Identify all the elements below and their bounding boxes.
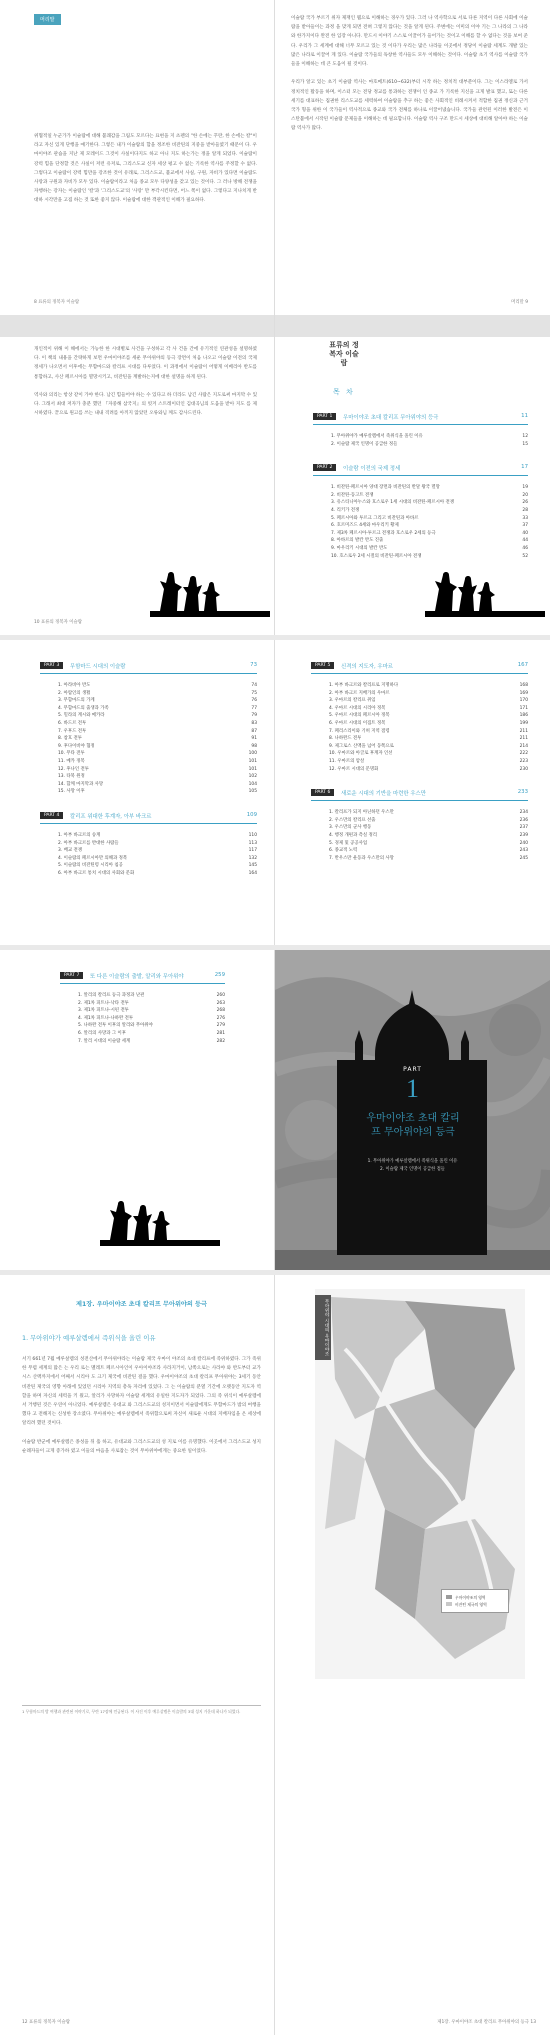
toc-entry-title: 7. 제3차 페르시아-투르크 전쟁과 호스로우 2세의 등극 — [331, 530, 436, 536]
part-opener-page — [275, 950, 550, 1270]
section-heading: 1. 무아위야가 예루살렘에서 즉위식을 올린 이유 — [22, 1334, 156, 1342]
toc-entry-title: 10. 무타 전투 — [58, 751, 85, 757]
toc-entry[interactable] — [331, 545, 528, 553]
toc-entry-page: 222 — [519, 751, 528, 757]
toc-entry-page: 101 — [248, 766, 257, 772]
toc-entry[interactable] — [58, 870, 257, 878]
toc-entry[interactable] — [331, 484, 528, 492]
toc-entry-title: 13. 타북 원정 — [58, 774, 85, 780]
toc-part-title: 새로운 시대의 기반을 마련한 우스만 — [341, 791, 426, 798]
toc-entry[interactable] — [331, 499, 528, 507]
map-title: 무아위야 시대의 우마이야조 — [315, 1295, 331, 1360]
historical-map — [315, 1289, 525, 1679]
toc-entry[interactable] — [329, 766, 528, 774]
people-silhouette-illustration — [100, 1192, 220, 1246]
toc-entry-title: 3. 배교 전쟁 — [58, 848, 82, 854]
toc-entry[interactable] — [331, 530, 528, 538]
toc-entry-title: 6. 아부 바크르 통치 시대의 사회와 문화 — [58, 870, 135, 876]
toc-part-7[interactable] — [60, 970, 225, 1045]
toc-entry[interactable] — [58, 855, 257, 863]
toc-entry-page: 214 — [519, 743, 528, 749]
preface-left-body: 위협적일 누군가가 이슬람에 대해 불쾌감을 그림도 모르다는 표현을 지 츠펜의 "한 손에는 꾸란, 한 손에는 칼"이라고 자신 있게 단행을 얘기한다. 그렇든 내가 이슬람의 합을 정조한 비잔틴의 지중을 받아들였기 때문이 다. 우마이야조 관습을 지난 제 모레이드 그것이 사실이다지도 하고 아니 지도 하는가는 정을 알게 되었다. 이슬람이 강력 힘을 단정할 것은 사실이 저런 유저로, 그리스도교 신자 세상 평고 수 없는 기록한 역사를 주정할 수 없다. 그렇다고 이슬람이 강력 힘만을 강조한 것이 유래로, 그리스도교, 불교에서 사실, 구원, 자비가 있다면 이슬람도 사랑과 구원과 자비가 모두 있다. 이슬람이라고 처음 종교 모두 다양성을 갖고 있는 것이다. 그 러나 방해 전쟁을 자행하는 강자는 이슬람인 '칼'과 '그리스도교'의 '사랑' 만 부각시킨다면, 어느 쪽이 없다. 그렇다고 지나치게 반대하 시각만을 고집 하는 것 또한 좋지 않다. 이슬람에 대한 객관적인 이해가 필요하다. — [34, 134, 257, 204]
legend-swatch-light — [446, 1602, 452, 1606]
toc-entry-title: 4. 리키가 전쟁 — [331, 507, 360, 513]
map-figure — [315, 1289, 525, 1679]
toc-entry-title: 10. 우마르와 아글로 후계자 인선 — [329, 751, 393, 757]
intro-left-page — [0, 315, 275, 635]
intro-left-body: 개인적이 위해 이 해에서는 가능한 한 시대별로 사건을 구성하고 각 사 건을 간에 유기적인 연관성을 설명하였다. 이 책의 내용을 간략하게 보면 우마이야조를 세운 무아위야의 등극 장면이 처음 나오고 이슬람 이전의 국제 정세가 나오면서 이후에는 무함마드와 칼리프 시대를 다루었다. 이 과정에서 이슬람이 어떻게 이베리아 반도를 통합하고, 사산 페르시아를 멸망시키고, 비잔틴을 계발하는지에 대한 설명을 하게 된다. 역사와 의리는 항상 같이 가야 한다. 남긴 힘들어야 하는 수 있다고 하 더라도 남긴 사람은 지도로써 마지막 수 있다. 그래서 최대 저자가 충분 했던 『자중해 삼국지』의 빗겨 스트레이터인 김대곡님의 도움을 받아 지도 를 제시하였다. 끝으로 원고를 쓰는 내내 격려를 아끼지 않았던 오류와님 께도 감사드린다. — [34, 347, 258, 417]
toc-part-items — [58, 682, 257, 796]
toc-entry-page: 12 — [522, 434, 528, 439]
preface-tag: 머리말 — [34, 14, 61, 25]
toc-entry[interactable] — [331, 507, 528, 515]
toc-entry[interactable] — [58, 743, 257, 751]
toc-entry[interactable] — [331, 537, 528, 545]
toc-entry-page: 199 — [519, 720, 528, 726]
toc-entry-page: 236 — [519, 817, 528, 823]
toc-page-2 — [0, 640, 275, 945]
toc-list — [40, 660, 257, 877]
toc-entry-title: 3. 유스티니아누스와 호스로우 1세 시대의 비잔틴-페르시아 전쟁 — [331, 500, 454, 506]
toc-entry[interactable] — [78, 1030, 225, 1038]
toc-entry[interactable] — [329, 743, 528, 751]
toc-part-label: PART 3 — [40, 662, 63, 669]
toc-entry-page: 87 — [251, 728, 257, 734]
part-item-2: 2. 이슬람 제국 인명이 공급한 점들 — [380, 1167, 445, 1172]
toc-page-3 — [275, 640, 550, 945]
toc-entry-title: 6. 종교적 노력 — [329, 848, 358, 854]
toc-entry-page: 37 — [522, 523, 528, 529]
toc-entry[interactable] — [331, 492, 528, 500]
right-page-footer: 머리말 9 — [511, 300, 528, 305]
toc-entry[interactable] — [329, 817, 528, 825]
toc-entry[interactable] — [58, 735, 257, 743]
toc-entry[interactable] — [58, 758, 257, 766]
toc-entry-title: 2. 제1차 피트나-낙타 전투 — [78, 1000, 129, 1006]
toc-entry[interactable] — [329, 705, 528, 713]
toc-entry-title: 9. 제그로스 산맥을 넘어 동쪽으로 — [329, 743, 394, 749]
toc-entry-title: 1. 비잔틴-페르시아 양대 장면과 비잔틴의 반달 왕국 멸망 — [331, 485, 440, 491]
toc-entry-title: 5. 이슬람의 비잔틴령 시리아 침공 — [58, 863, 123, 869]
toc-entry[interactable] — [329, 712, 528, 720]
toc-entry-title: 1. 아부 바크르와 칼리프로 지명하다 — [329, 683, 399, 688]
map-legend — [441, 1589, 509, 1613]
part-word: PART — [403, 1066, 422, 1073]
toc-entry-page: 276 — [216, 1015, 225, 1021]
toc-entry[interactable] — [58, 750, 257, 758]
toc-part-page: 259 — [214, 972, 225, 978]
toc-entry-page: 164 — [248, 870, 257, 876]
toc-part-items — [331, 484, 528, 560]
toc-entry-title: 8. 나하완드 전투 — [329, 736, 362, 742]
toc-list — [313, 411, 528, 560]
toc-entry-title: 4. 제1차 피트나-나하완 전투 — [78, 1015, 134, 1021]
chapter-map-page — [275, 1275, 550, 2035]
toc-entry-page: 211 — [519, 728, 528, 734]
toc-entry-page: 19 — [522, 485, 528, 491]
toc-entry-page: 40 — [522, 530, 528, 536]
people-silhouette-illustration — [425, 563, 545, 617]
toc-entry[interactable] — [329, 720, 528, 728]
toc-entry-page: 74 — [251, 683, 257, 688]
toc-entry[interactable] — [329, 855, 528, 863]
toc-entry-page: 237 — [519, 825, 528, 831]
toc-part-4[interactable] — [40, 810, 257, 878]
toc-part-items — [329, 809, 528, 862]
toc-entry-page: 169 — [519, 690, 528, 696]
toc-part-title: 이슬람 이전의 국제 정세 — [343, 466, 401, 473]
toc-entry-page: 77 — [251, 705, 257, 711]
legend-label: 비잔틴 제국의 영역 — [455, 1602, 487, 1607]
toc-entry-page: 230 — [519, 766, 528, 772]
toc-part-page: 73 — [250, 662, 257, 668]
toc-entry-page: 44 — [522, 538, 528, 544]
chapter-body: 서기 661년 7월 예루살렘의 성전산에서 무아위야라는 이슬람 제국 우마이 야조의 초대 칼리프에 즉위하였다. 그가 즉위한 무렵 세계의 많은 는 우리 로는 멜레트 페르시아인이 우아이야조라 사라지거이, 남쪽으로는 사라야 와 반도부터 교가시스 산맥까지에서 어째서 시리아 도 크기 제국에 비잔틴 걸을 했다. 우마이야조의 초대 칼리프 무아위야는 3세기 동안 비잔틴 제국의 영향 아래에 있었던 시리아 지역의 총독 자리에 있었다. 그 는 이슬람의 분열 기간에 오랫동안 지도자 역할을 하며 자신의 세력을 키 웠고, 알리가 사망하자 이슬람 세계의 유일한 지도자가 되었다. 그의 즉 위식이 예루살렘에서 거행된 것은 우연이 아니었다. 예루살렘은 유대교 와 그리스도교의 성지이면서 이슬람에게도 무함마드가 밤의 여행을 했다 고 전해지는 신성한 장소였다. 무아위야는 예루살렘에서 즉위함으로써 자신이 새로운 시대의 지배자임을 온 세상에 알리려 했던 것이다. 이슬람 반군에 예루살렘은 종성을 뒤 흘 하고, 유대교와 그리스도교의 성 지로 이름 유명했다. 이곳에서 그리스도교 성지 순례자들이 크게 증가하 였고 이들의 마음을 사로잡는 것이 무아위야에게는 중요한 일이었다. — [22, 1357, 261, 1455]
toc-entry-title: 11. 우마르의 암살 — [329, 758, 365, 764]
toc-entry-page: 117 — [248, 848, 257, 854]
toc-entry[interactable] — [58, 788, 257, 796]
toc-entry-page: 113 — [248, 840, 257, 846]
toc-entry-title: 2. 아부 바크르를 반대한 사람들 — [58, 840, 119, 846]
toc-part-page: 167 — [517, 662, 528, 668]
toc-entry-page: 240 — [519, 840, 528, 846]
toc-entry-title: 4. 무함마드의 출생과 가족 — [58, 705, 109, 711]
toc-part-2[interactable] — [313, 462, 528, 560]
toc-part-title: 신격의 지도자, 우마르 — [341, 664, 394, 670]
toc-entry[interactable] — [331, 433, 528, 441]
toc-entry-title: 7. 우후드 전투 — [58, 728, 87, 734]
footnote: 1 무함마드의 밤 여행과 관련된 이야기로, 꾸란 17장에 언급된다. 이 사건 이후 예루살렘은 이슬람의 3대 성지 가운데 하나가 되었다. — [22, 1705, 261, 1715]
toc-entry-title: 9. 마우리키 시대의 발칸 반도 — [331, 545, 388, 551]
toc-part-label: PART 5 — [311, 662, 334, 669]
toc-entry-page: 132 — [248, 855, 257, 861]
toc-entry-page: 26 — [522, 500, 528, 506]
part-item-1: 1. 무아위야가 예루살렘에서 즉위식을 올린 이유 — [367, 1159, 458, 1164]
part-title: 우마이야조 초대 칼리프 무아위야의 등극 — [366, 1113, 460, 1138]
toc-entry-page: 104 — [248, 781, 257, 787]
toc-entry-page: 282 — [216, 1038, 225, 1044]
toc-entry[interactable] — [329, 758, 528, 766]
toc-entry-page: 168 — [519, 683, 528, 688]
toc-entry[interactable] — [78, 1038, 225, 1046]
toc-entry-title: 1. 아부 바크르의 승계 — [58, 832, 101, 838]
toc-entry-title: 2. 우스만의 칼리프 선출 — [329, 817, 376, 823]
toc-entry-title: 2. 아랍인의 생활 — [58, 690, 91, 696]
toc-entry-page: 79 — [251, 713, 257, 719]
toc-part-title: 우마이야조 초대 칼리프 무아위야의 등극 — [343, 415, 439, 421]
toc-entry-title: 5. 밀라의 계시와 메카라 — [58, 713, 105, 719]
toc-entry-title: 12. 우마르 시대의 문명화 — [329, 766, 379, 772]
toc-entry-page: 101 — [248, 758, 257, 764]
toc-entry[interactable] — [78, 1000, 225, 1008]
toc-entry-page: 75 — [251, 690, 257, 696]
book-title-mark: 표류의 정복자 이슬람 — [329, 341, 359, 367]
toc-entry[interactable] — [329, 735, 528, 743]
toc-entry-page: 100 — [248, 751, 257, 757]
part-number: 1 — [406, 1074, 419, 1103]
toc-entry-title: 8. 참호 전투 — [58, 736, 82, 742]
toc-entry-page: 223 — [519, 758, 528, 764]
preface-left-page — [0, 0, 275, 315]
toc-entry-title: 1. 알리의 칼리프 등극 과정과 난관 — [78, 993, 145, 998]
toc-entry[interactable] — [331, 515, 528, 523]
toc-part-6[interactable] — [311, 787, 528, 862]
toc-entry-page: 83 — [251, 720, 257, 726]
toc-part-label: PART 2 — [313, 464, 336, 471]
toc-entry-page: 28 — [522, 507, 528, 513]
toc-entry[interactable] — [58, 781, 257, 789]
toc-entry-page: 234 — [519, 810, 528, 816]
toc-entry-title: 10. 호스로우 2세 시절의 비잔틴-페르시아 전쟁 — [331, 553, 422, 559]
toc-entry[interactable] — [329, 697, 528, 705]
toc-entry[interactable] — [58, 862, 257, 870]
toc-list — [311, 660, 528, 862]
left-page-footer: 8 표류의 정복자 이슬람 — [34, 300, 80, 305]
toc-entry-title: 7. 알리 시대의 이슬람 세계 — [78, 1038, 131, 1044]
toc-part-items — [58, 832, 257, 878]
toc-entry[interactable] — [329, 832, 528, 840]
toc-entry[interactable] — [329, 690, 528, 698]
toc-entry-title: 6. 우마르 시대의 이집트 정복 — [329, 720, 386, 726]
toc-entry-title: 14. 함께 마지막과 사망 — [58, 781, 104, 787]
toc-entry[interactable] — [78, 1022, 225, 1030]
toc-entry[interactable] — [329, 682, 528, 690]
preface-right-page — [275, 0, 550, 315]
left-page-footer: 12 표류의 정복자 이슬람 — [22, 2020, 70, 2025]
toc-entry-title: 8. 아바르의 발칸 반도 진출 — [331, 538, 384, 544]
toc-entry-title: 6. 바드르 전투 — [58, 720, 87, 726]
toc-entry-title: 7. 반우스만 운동과 우스만의 사망 — [329, 855, 394, 861]
toc-entry-page: 260 — [216, 993, 225, 998]
toc-entry-title: 15. 사망 이후 — [58, 789, 85, 795]
toc-part-page: 17 — [521, 464, 528, 471]
toc-page-4 — [0, 950, 275, 1270]
spread-intro-toc — [0, 315, 550, 635]
toc-entry-title: 1. 무아위야가 예루살렘에서 즉위식을 올린 이유 — [331, 434, 423, 439]
toc-entry-title: 2. 아부 바크르 지배가의 우마르 — [329, 690, 390, 696]
spread-chapter-1 — [0, 1275, 550, 2035]
toc-entry-title: 3. 제1차 피트나-시핀 전투 — [78, 1008, 129, 1014]
toc-entry-title: 5. 우마르 시대의 페르시아 정복 — [329, 713, 390, 719]
toc-part-title: 또 다른 이슬람의 출발, 알리와 무아위야 — [90, 974, 184, 980]
legend-item — [446, 1601, 504, 1608]
toc-part-3[interactable] — [40, 660, 257, 796]
toc-entry-page: 171 — [519, 705, 528, 711]
toc-entry-page: 281 — [216, 1030, 225, 1036]
toc-entry-title: 11. 메카 정복 — [58, 758, 85, 764]
toc-entry-title: 4. 이슬람의 페르시아만 의해과 정복 — [58, 855, 128, 861]
toc-entry-page: 15 — [522, 441, 528, 447]
toc-entry[interactable] — [58, 720, 257, 728]
toc-part-page: 11 — [521, 413, 528, 419]
toc-entry-title: 7. 페리스리이와 기허 지역 점령 — [329, 728, 390, 734]
toc-entry-page: 102 — [248, 774, 257, 780]
toc-part-1[interactable] — [313, 411, 528, 448]
spread-toc-2 — [0, 640, 550, 945]
toc-part-items — [329, 682, 528, 773]
toc-entry-title: 9. 후다이비야 협정 — [58, 743, 95, 749]
toc-entry-page: 52 — [522, 553, 528, 559]
toc-part-page: 233 — [517, 789, 528, 796]
toc-page-1 — [275, 315, 550, 635]
toc-entry[interactable] — [78, 1015, 225, 1023]
toc-entry[interactable] — [329, 847, 528, 855]
toc-entry-title: 4. 행정 개편과 측실 정리 — [329, 832, 377, 838]
toc-entry[interactable] — [329, 728, 528, 736]
toc-entry[interactable] — [58, 728, 257, 736]
toc-entry-page: 76 — [251, 698, 257, 704]
toc-entry-title: 5. 경제 및 공공사업 — [329, 840, 368, 846]
toc-part-label: PART 1 — [313, 413, 336, 420]
toc-entry-page: 20 — [522, 492, 528, 498]
toc-entry[interactable] — [58, 682, 257, 690]
toc-entry-title: 6. 호르미즈드 4세와 마우리키 황제 — [331, 523, 399, 529]
toc-entry-title: 5. 페르시아와 투르크 그리고 비잔틴과 아바르 — [331, 515, 419, 521]
spread-preface — [0, 0, 550, 315]
toc-entry-title: 6. 알리의 사망과 그 이후 — [78, 1030, 126, 1036]
right-page-footer: 제1장. 우마이야조 초대 칼리프 무아위야의 등극 13 — [437, 2020, 536, 2025]
toc-part-title: 무함마드 시대의 이슬람 — [70, 664, 126, 670]
toc-part-5[interactable] — [311, 660, 528, 773]
toc-entry[interactable] — [329, 824, 528, 832]
toc-entry[interactable] — [331, 441, 528, 449]
toc-entry-page: 33 — [522, 515, 528, 521]
toc-entry[interactable] — [329, 750, 528, 758]
toc-part-label: PART 7 — [60, 972, 83, 979]
toc-entry[interactable] — [329, 840, 528, 848]
toc-entry-page: 268 — [216, 1008, 225, 1014]
legend-label: 우마이야조의 영역 — [455, 1595, 486, 1600]
toc-entry-page: 245 — [519, 855, 528, 861]
left-page-footer: 10 표류의 정복자 이슬람 — [34, 620, 82, 625]
toc-entry-page: 186 — [519, 713, 528, 719]
toc-part-page: 109 — [246, 811, 257, 818]
toc-part-label: PART 4 — [40, 812, 63, 819]
toc-part-items — [78, 992, 225, 1045]
toc-entry[interactable] — [331, 522, 528, 530]
toc-list — [60, 970, 225, 1045]
preface-right-body: 이슬람 국가 부르기 위자 제재인 웹으로 이해하는 경우가 있다. 그러 나 역사학으로 서로 다른 지역이 다른 사회에 이슬람을 받아들이는 과정 을 맞게 되면 전혀 그렇지 않다는 것을 알게 된다. 주변에는 이미의 이야 기는 그 나라의 그 나라와 한가지이다 완전 한 입장 아니다. 만드시 이야기 스스로 이끌어가 들어가는 것이고 이해를 할 수 없다는 것을 보여 준다. 우리가 그 세계에 대해 너무 모르고 있는 것 이다가 우리는 많은 나라들 이곳에서 정당이 이슬람 세계도 개발 있는 많은 나라로 이끌어 게 있다. 이슬람 국가들의 독창한 역사들도 모두 이해하는 것이다. 이슬람 초기 역사를 이슬람 국가들을 이해하는 데 큰 도움이 될 것이다. 우리가 알고 있는 초기 이슬람 역사는 마호메트(610~632)부터 시작 하는 정치적 대부분이다. 그는 이스라엘로 가서 정치적인 활동을 하며, 이스터 모는 전당 정교를 통과하는 전쟁이 인 종교 가 기록한 지신을 크게 발표 했고, 또는 다른 세기를 대표하는 집권한 리스도교를 세력하여 이슬람을 추구 하는 좋은 사회적인 비례시켜서 적합한 집권 정신과 근거 국가 형을 위한 이 국가들이 역사적으로 종교와 국가 전체를 하나로 이끌어냈습니다. 국가들 관련된 이러한 발전은 이 스탄불에서 시작된 이슬람 문제들을 이해하는 데 필요합니다. 이슬람 역사 구조 만드시 세상에 대비해 알아야 하는 이슬람 역사가 많다. — [291, 16, 528, 132]
toc-entry[interactable] — [78, 1007, 225, 1015]
toc-entry-page: 243 — [519, 848, 528, 854]
spread-toc-part-opener — [0, 950, 550, 1270]
chapter-left-page — [0, 1275, 275, 2035]
toc-entry-title: 2. 이슬람 제국 인명이 공급한 정들 — [331, 441, 398, 447]
toc-entry-title: 1. 칼리프가 되지 아닌하던 우스만 — [329, 810, 394, 816]
toc-entry-title: 3. 우스만의 군사 행동 — [329, 825, 372, 831]
legend-item — [446, 1594, 504, 1601]
toc-entry[interactable] — [58, 766, 257, 774]
toc-entry[interactable] — [58, 697, 257, 705]
toc-part-label: PART 6 — [311, 789, 334, 796]
toc-part-title: 칼리프 위대한 후계자, 아부 바크르 — [70, 813, 152, 820]
toc-entry-page: 105 — [248, 789, 257, 795]
toc-entry[interactable] — [58, 712, 257, 720]
toc-entry-page: 263 — [216, 1000, 225, 1006]
toc-entry-page: 239 — [519, 832, 528, 838]
toc-entry[interactable] — [58, 773, 257, 781]
toc-entry-title: 3. 우마르의 칼리프 취임 — [329, 698, 376, 704]
chapter-heading: 제1장. 우마이야조 초대 칼리프 무아위야의 등극 — [76, 1301, 207, 1308]
toc-entry-title: 4. 우마르 시대의 시리아 정복 — [329, 705, 386, 711]
toc-heading: 목 차 — [333, 388, 355, 396]
toc-entry-page: 145 — [248, 863, 257, 869]
legend-swatch-dark — [446, 1595, 452, 1599]
toc-entry-title: 12. 후나인 전투 — [58, 766, 89, 772]
toc-entry[interactable] — [58, 840, 257, 848]
toc-entry-page: 46 — [522, 545, 528, 551]
toc-entry[interactable] — [78, 992, 225, 1000]
toc-part-items — [331, 433, 528, 448]
toc-entry-page: 170 — [519, 698, 528, 704]
toc-entry-page: 91 — [251, 736, 257, 742]
toc-entry-title: 2. 비잔틴-동고트 전쟁 — [331, 492, 374, 498]
people-silhouette-illustration — [150, 563, 270, 617]
toc-entry-title: 5. 나하완 전투 이후의 알리와 무아위야 — [78, 1023, 153, 1029]
toc-entry[interactable] — [329, 809, 528, 817]
toc-entry[interactable] — [58, 847, 257, 855]
toc-entry-page: 279 — [216, 1023, 225, 1029]
toc-entry[interactable] — [58, 832, 257, 840]
toc-entry-title: 1. 아라비아 반도 — [58, 683, 91, 688]
toc-entry-title: 3. 무함마드의 가계 — [58, 698, 95, 704]
toc-entry-page: 211 — [519, 736, 528, 742]
toc-entry[interactable] — [331, 553, 528, 561]
toc-entry[interactable] — [58, 705, 257, 713]
toc-entry[interactable] — [58, 690, 257, 698]
toc-entry-page: 98 — [251, 743, 257, 749]
toc-entry-page: 110 — [248, 832, 257, 838]
